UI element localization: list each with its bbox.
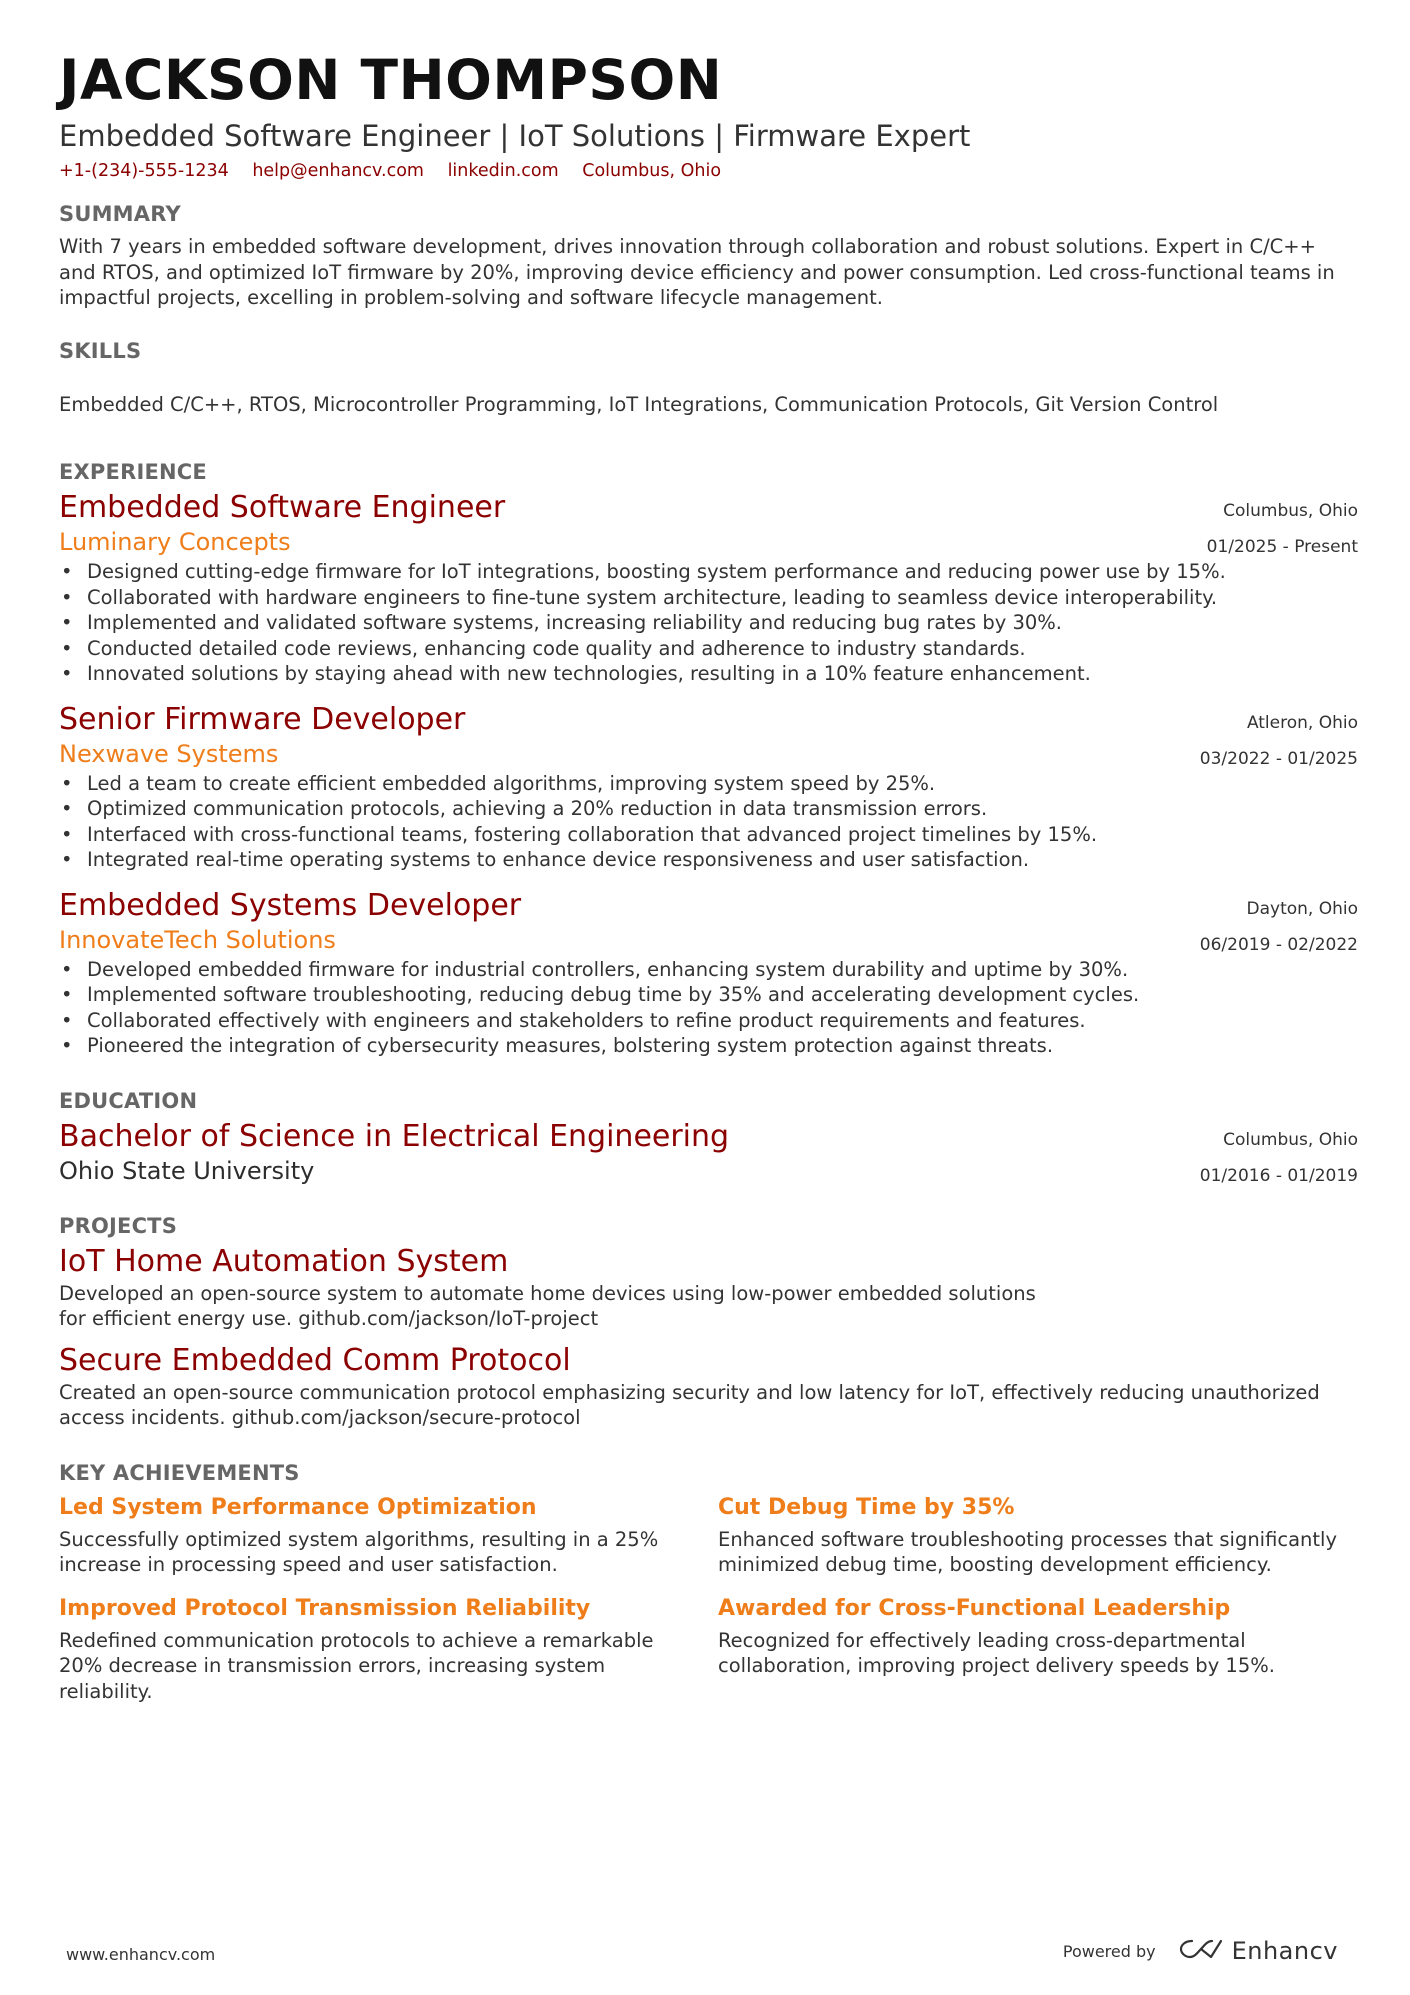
school-name: Ohio State University <box>59 1156 315 1185</box>
skills-heading: SKILLS <box>59 338 142 363</box>
brand-name: Enhancv <box>1231 1937 1338 1965</box>
achievement-text: Redefined communication protocols to achieve a remarkable 20% decrease in transmission errors, increasing system reliability. <box>59 1628 654 1703</box>
job-bullet: • Implemented and validated software systems, increasing reliability and reducing bug rates by 30%. <box>59 610 1358 636</box>
education-dates: 01/2016 - 01/2019 <box>1199 1165 1358 1186</box>
job-company: Luminary Concepts <box>59 528 291 556</box>
achievement-title: Led System Performance Optimization <box>59 1494 537 1520</box>
contact-linkedin[interactable]: linkedin.com <box>447 161 559 181</box>
summary-heading: SUMMARY <box>59 202 181 226</box>
achievements-grid <box>59 1493 1358 1721</box>
job-bullet: • Implemented software troubleshooting, reducing debug time by 35% and accelerating development cycles. <box>59 982 1358 1008</box>
contact-email[interactable]: help@enhancv.com <box>252 161 424 181</box>
education-meta <box>1200 1122 1358 1194</box>
project-description: Created an open-source communication protocol emphasizing security and low latency for IoT, effectively reducing unauthorized access incidents. github.com/jackson/secure-protocol <box>59 1380 1320 1429</box>
page-footer <box>0 1935 1410 1995</box>
degree-title: Bachelor of Science in Electrical Engineering <box>59 1118 730 1154</box>
project-title: IoT Home Automation System <box>59 1243 509 1279</box>
job-title: Embedded Software Engineer <box>59 490 506 525</box>
job-bullet: • Integrated real-time operating systems to enhance device responsiveness and user satisfaction. <box>59 847 1358 873</box>
footer-branding <box>1063 1937 1338 1965</box>
powered-by-label: Powered by <box>1062 1941 1156 1961</box>
achievement-text: Recognized for effectively leading cross-departmental collaboration, improving project delivery speeds by 15%. <box>718 1628 1275 1677</box>
footer-website[interactable]: www.enhancv.com <box>66 1945 216 1964</box>
achievement-item <box>718 1594 1358 1705</box>
job-dates: 03/2022 - 01/2025 <box>1199 748 1358 769</box>
job-meta <box>1200 891 1358 963</box>
job-entry <box>59 887 1358 1059</box>
job-entry <box>59 701 1358 873</box>
job-bullet: • Designed cutting-edge firmware for IoT integrations, boosting system performance and reducing power use by 15%. <box>59 559 1358 585</box>
achievement-title: Improved Protocol Transmission Reliability <box>59 1595 591 1621</box>
achievement-text: Successfully optimized system algorithms, resulting in a 25% increase in processing speed and user satisfaction. <box>59 1527 659 1576</box>
job-bullet: • Innovated solutions by staying ahead with new technologies, resulting in a 10% feature enhancement. <box>59 661 1358 687</box>
achievement-item <box>718 1493 1358 1578</box>
experience-section <box>59 458 1358 1059</box>
job-location: Atleron, Ohio <box>1246 712 1358 733</box>
job-bullet: • Interfaced with cross-functional teams, fostering collaboration that advanced project timelines by 15%. <box>59 822 1358 848</box>
contact-phone[interactable]: +1-(234)-555-1234 <box>59 161 229 181</box>
achievement-item <box>59 1493 699 1578</box>
job-bullets <box>59 771 1358 873</box>
job-bullet: • Collaborated effectively with engineers and stakeholders to refine product requirements and features. <box>59 1008 1358 1034</box>
job-dates: 01/2025 - Present <box>1206 537 1358 557</box>
education-section <box>59 1087 1358 1186</box>
summary-section <box>59 200 1358 311</box>
job-location: Columbus, Ohio <box>1223 501 1358 521</box>
job-bullet: • Optimized communication protocols, achieving a 20% reduction in data transmission errors. <box>59 796 1358 822</box>
candidate-headline: Embedded Software Engineer | IoT Solutions | Firmware Expert <box>59 119 971 153</box>
education-location: Columbus, Ohio <box>1223 1129 1358 1150</box>
skills-section <box>59 337 1358 418</box>
job-bullets <box>59 559 1358 687</box>
job-entry <box>59 489 1358 687</box>
job-bullet: • Conducted detailed code reviews, enhancing code quality and adherence to industry standards. <box>59 636 1358 662</box>
experience-heading: EXPERIENCE <box>59 460 207 484</box>
education-heading: EDUCATION <box>59 1088 198 1113</box>
contact-location: Columbus, Ohio <box>582 161 722 181</box>
summary-text: With 7 years in embedded software development, drives innovation through collaboration and robust solutions. Expert in C/C++ and RTOS, and optimized IoT firmware by 20%, improving device efficiency and power consumption. Led cross-functional teams in impactful projects, excelling in problem-solving and software lifecycle management. <box>59 235 1335 309</box>
project-title: Secure Embedded Comm Protocol <box>59 1342 571 1378</box>
projects-section <box>59 1212 1358 1431</box>
job-dates: 06/2019 - 02/2022 <box>1199 934 1358 955</box>
resume-header <box>59 44 1358 184</box>
job-bullets <box>59 957 1358 1059</box>
job-meta <box>1207 493 1358 565</box>
achievement-title: Awarded for Cross-Functional Leadership <box>718 1595 1231 1621</box>
achievement-text: Enhanced software troubleshooting processes that significantly minimized debug time, boosting development efficiency. <box>718 1527 1338 1576</box>
contact-line <box>59 158 1358 184</box>
candidate-name: JACKSON THOMPSON <box>59 48 723 112</box>
education-entry <box>59 1118 1358 1186</box>
job-bullet: • Collaborated with hardware engineers to fine-tune system architecture, leading to seamless device interoperability. <box>59 585 1358 611</box>
job-company: InnovateTech Solutions <box>59 925 336 954</box>
job-meta <box>1200 705 1358 777</box>
achievement-title: Cut Debug Time by 35% <box>718 1494 1015 1520</box>
achievements-section <box>59 1459 1358 1721</box>
project-entry <box>59 1342 1358 1431</box>
achievements-heading: KEY ACHIEVEMENTS <box>59 1460 300 1485</box>
achievement-item <box>59 1594 699 1705</box>
job-company: Nexwave Systems <box>59 739 279 768</box>
job-bullet: • Developed embedded firmware for industrial controllers, enhancing system durability and uptime by 30%. <box>59 957 1358 983</box>
skills-text: Embedded C/C++, RTOS, Microcontroller Programming, IoT Integrations, Communication Protocols, Git Version Control <box>59 392 1219 416</box>
job-title: Senior Firmware Developer <box>59 701 466 737</box>
enhancv-logo-icon <box>1178 1937 1224 1965</box>
project-description: Developed an open-source system to automate home devices using low-power embedded solutions for efficient energy use. github.com/jackson/IoT-project <box>59 1281 1036 1330</box>
job-bullet: • Led a team to create efficient embedded algorithms, improving system speed by 25%. <box>59 771 1358 797</box>
job-title: Embedded Systems Developer <box>59 887 522 923</box>
projects-heading: PROJECTS <box>59 1213 178 1238</box>
job-location: Dayton, Ohio <box>1246 898 1358 919</box>
project-entry <box>59 1243 1358 1332</box>
job-bullet: • Pioneered the integration of cybersecurity measures, bolstering system protection against threats. <box>59 1033 1358 1059</box>
